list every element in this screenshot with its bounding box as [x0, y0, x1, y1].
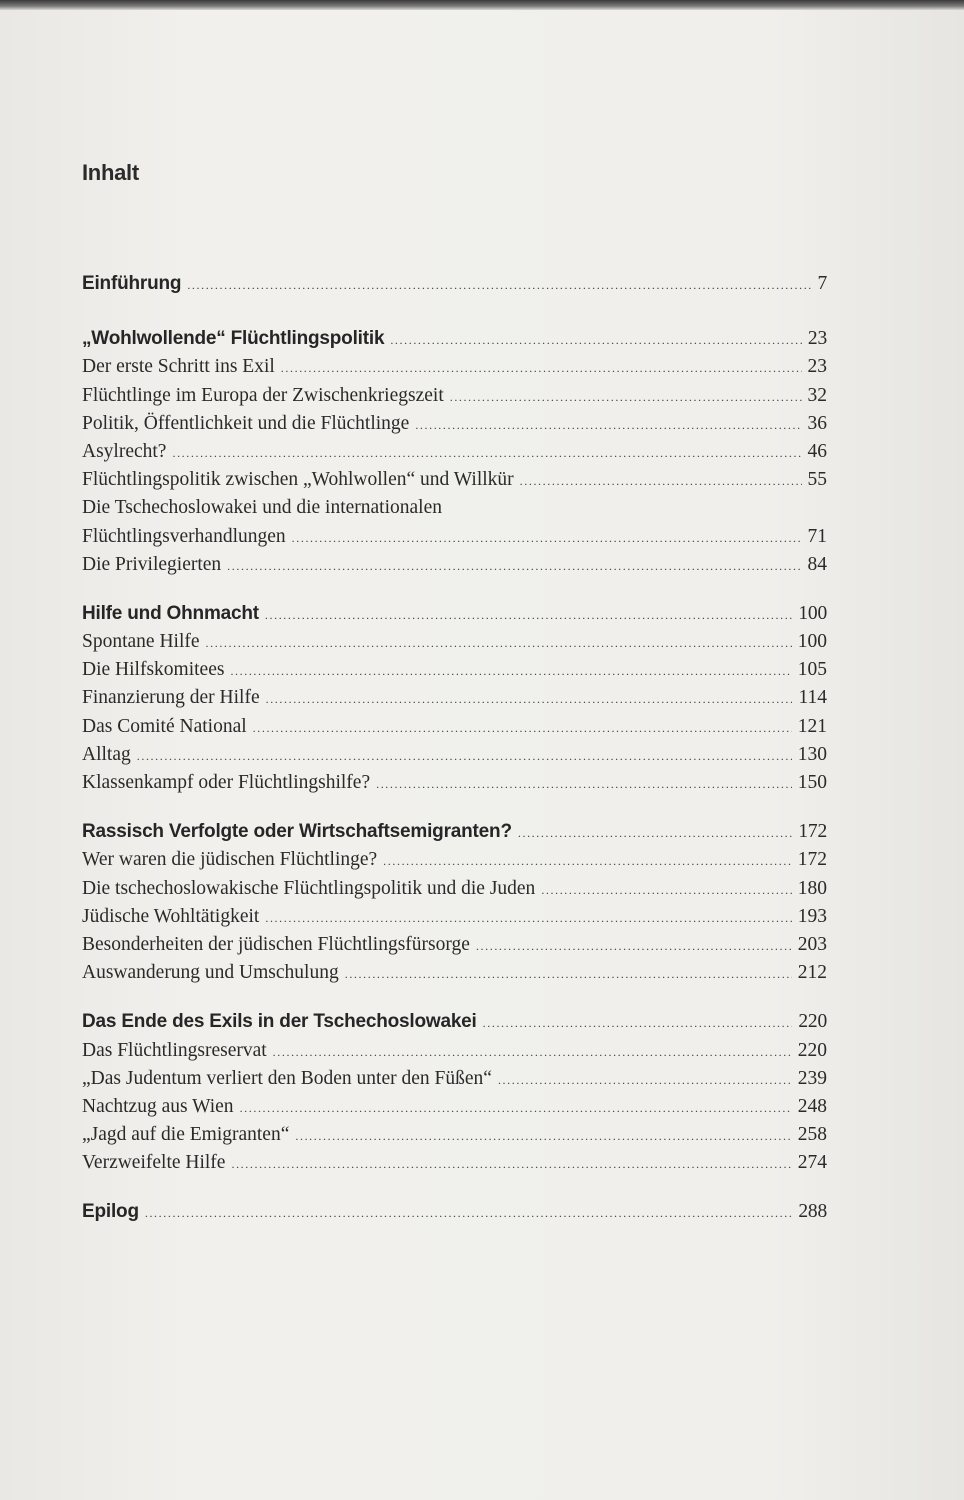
toc-entry [82, 849, 827, 877]
toc-entry [82, 962, 827, 990]
toc-page-number: 23 [807, 356, 827, 378]
toc-page-number: 239 [797, 1067, 827, 1089]
toc-entry [82, 716, 827, 744]
toc-section [82, 821, 827, 990]
toc-entry-first-line [82, 497, 827, 525]
toc-entry-title: „Jagd auf die Emigranten“ [82, 1124, 290, 1146]
toc-page-number: 212 [797, 962, 827, 984]
dot-leader [172, 446, 801, 461]
dot-leader [253, 721, 792, 736]
dot-leader [227, 559, 801, 574]
dot-leader [265, 608, 792, 623]
toc-entry-title: Asylrecht? [82, 440, 167, 462]
toc-entry [82, 469, 827, 497]
dot-leader [266, 692, 793, 707]
toc-entry [82, 1152, 827, 1180]
toc-entry-title: Das Comité National [82, 715, 247, 737]
toc-section-title: Epilog [82, 1201, 139, 1223]
dot-leader [137, 749, 792, 764]
toc-entry [82, 631, 827, 659]
toc-entry [82, 526, 827, 554]
toc-entry [82, 1068, 827, 1096]
toc-page-number: 274 [797, 1152, 827, 1174]
toc-entry-title: Politik, Öffentlichkeit und die Flüchtlinge [82, 412, 410, 434]
toc-page-number: 121 [797, 715, 827, 737]
dot-leader [390, 333, 802, 348]
toc-entry [82, 772, 827, 800]
toc-entry-title: Flüchtlingspolitik zwischen „Wohlwollen“ und Willkür [82, 469, 514, 491]
toc-page-number: 84 [807, 553, 827, 575]
dot-leader [230, 664, 791, 679]
toc-page-number: 193 [797, 905, 827, 927]
toc-page-number: 46 [807, 440, 827, 462]
dot-leader [295, 1129, 791, 1144]
dot-leader [281, 361, 802, 376]
toc-page-number: 36 [807, 412, 827, 434]
toc-section-row [82, 1201, 827, 1229]
toc-entry-title: Flüchtlinge im Europa der Zwischenkriegszeit [82, 384, 444, 406]
toc-page-number: 71 [807, 525, 827, 547]
toc-entry [82, 906, 827, 934]
toc-page-number: 32 [807, 384, 827, 406]
table-of-contents [82, 273, 827, 1251]
toc-page-number: 114 [798, 687, 827, 709]
dot-leader [376, 777, 792, 792]
toc-entry-title: Wer waren die jüdischen Flüchtlinge? [82, 849, 378, 871]
toc-section-title: Rassisch Verfolgte oder Wirtschaftsemigranten? [82, 821, 512, 843]
toc-section-row [82, 328, 827, 356]
toc-page-number: 100 [797, 631, 827, 653]
toc-entry-title: „Das Judentum verliert den Boden unter den Füßen“ [82, 1067, 492, 1089]
toc-entry [82, 687, 827, 715]
toc-entry-title: Klassenkampf oder Flüchtlingshilfe? [82, 772, 371, 793]
toc-entry [82, 413, 827, 441]
dot-leader [345, 967, 792, 982]
toc-entry-title: Die Tschechoslowakei und die internationalen [82, 497, 442, 519]
toc-entry-title: Finanzierung der Hilfe [82, 687, 260, 709]
toc-section-row [82, 821, 827, 849]
toc-entry [82, 441, 827, 469]
toc-entry-title: Spontane Hilfe [82, 631, 200, 653]
dot-leader [187, 278, 811, 293]
toc-page-number: 105 [797, 659, 827, 681]
toc-section [82, 1011, 827, 1180]
toc-entry [82, 554, 827, 582]
toc-entry-title: Auswanderung und Umschulung [82, 962, 339, 984]
dot-leader [415, 418, 801, 433]
toc-page-number: 288 [798, 1201, 827, 1223]
toc-section [82, 1201, 827, 1229]
toc-page-number: 7 [817, 273, 827, 294]
dot-leader [292, 531, 802, 546]
dot-leader [520, 474, 802, 489]
toc-entry-title: Besonderheiten der jüdischen Flüchtlingsfürsorge [82, 933, 470, 955]
toc-entry [82, 878, 827, 906]
toc-entry [82, 356, 827, 384]
dot-leader [240, 1101, 792, 1116]
toc-page-number: 55 [807, 469, 827, 491]
dot-leader [231, 1157, 791, 1172]
dot-leader [498, 1073, 792, 1088]
toc-entry [82, 659, 827, 687]
toc-section [82, 328, 827, 582]
toc-entry-title: Jüdische Wohltätigkeit [82, 905, 260, 927]
dot-leader [450, 390, 802, 405]
toc-page-number: 203 [797, 933, 827, 955]
dot-leader [483, 1016, 793, 1031]
toc-page-number: 258 [797, 1124, 827, 1146]
toc-entry-title: Die Hilfskomitees [82, 659, 225, 681]
dot-leader [541, 883, 791, 898]
toc-section [82, 273, 827, 301]
dot-leader [265, 911, 791, 926]
toc-entry [82, 934, 827, 962]
toc-entry [82, 1124, 827, 1152]
toc-entry [82, 744, 827, 772]
toc-page-number: 172 [797, 849, 827, 871]
dot-leader [476, 939, 792, 954]
toc-entry-title: Die Privilegierten [82, 553, 222, 575]
toc-page-number: 130 [797, 743, 827, 765]
toc-section [82, 603, 827, 800]
toc-page-number: 180 [797, 877, 827, 899]
toc-section-title: Das Ende des Exils in der Tschechoslowakei [82, 1011, 477, 1033]
toc-entry-title: Das Flüchtlingsreservat [82, 1039, 267, 1061]
toc-entry-title: Verzweifelte Hilfe [82, 1152, 226, 1174]
toc-page-number: 100 [798, 602, 827, 624]
toc-page-number: 172 [798, 821, 827, 843]
toc-entry-title: Alltag [82, 743, 131, 765]
toc-section-title: Hilfe und Ohnmacht [82, 602, 259, 624]
toc-entry [82, 1040, 827, 1068]
toc-section-row [82, 603, 827, 631]
dot-leader [518, 826, 792, 841]
dot-leader [145, 1206, 792, 1221]
toc-page-number: 220 [797, 1039, 827, 1061]
toc-page-number: 220 [798, 1011, 827, 1033]
toc-page-number: 248 [797, 1095, 827, 1117]
toc-page-number: 150 [797, 772, 827, 793]
dot-leader [273, 1045, 792, 1060]
toc-entry-title: Der erste Schritt ins Exil [82, 356, 275, 378]
toc-entry-title: Die tschechoslowakische Flüchtlingspolitik und die Juden [82, 877, 536, 899]
toc-entry-title-continued: Flüchtlingsverhandlungen [82, 525, 286, 547]
toc-section-row [82, 273, 827, 301]
toc-page-number: 23 [807, 328, 827, 350]
dot-leader [206, 636, 792, 651]
toc-section-title: Einführung [82, 273, 182, 294]
book-top-edge [0, 0, 964, 10]
toc-section-title: „Wohlwollende“ Flüchtlingspolitik [82, 328, 385, 350]
toc-section-row [82, 1011, 827, 1039]
toc-entry [82, 385, 827, 413]
toc-entry-title: Nachtzug aus Wien [82, 1095, 234, 1117]
dot-leader [383, 854, 792, 869]
page-heading: Inhalt [82, 160, 139, 185]
toc-entry [82, 1096, 827, 1124]
